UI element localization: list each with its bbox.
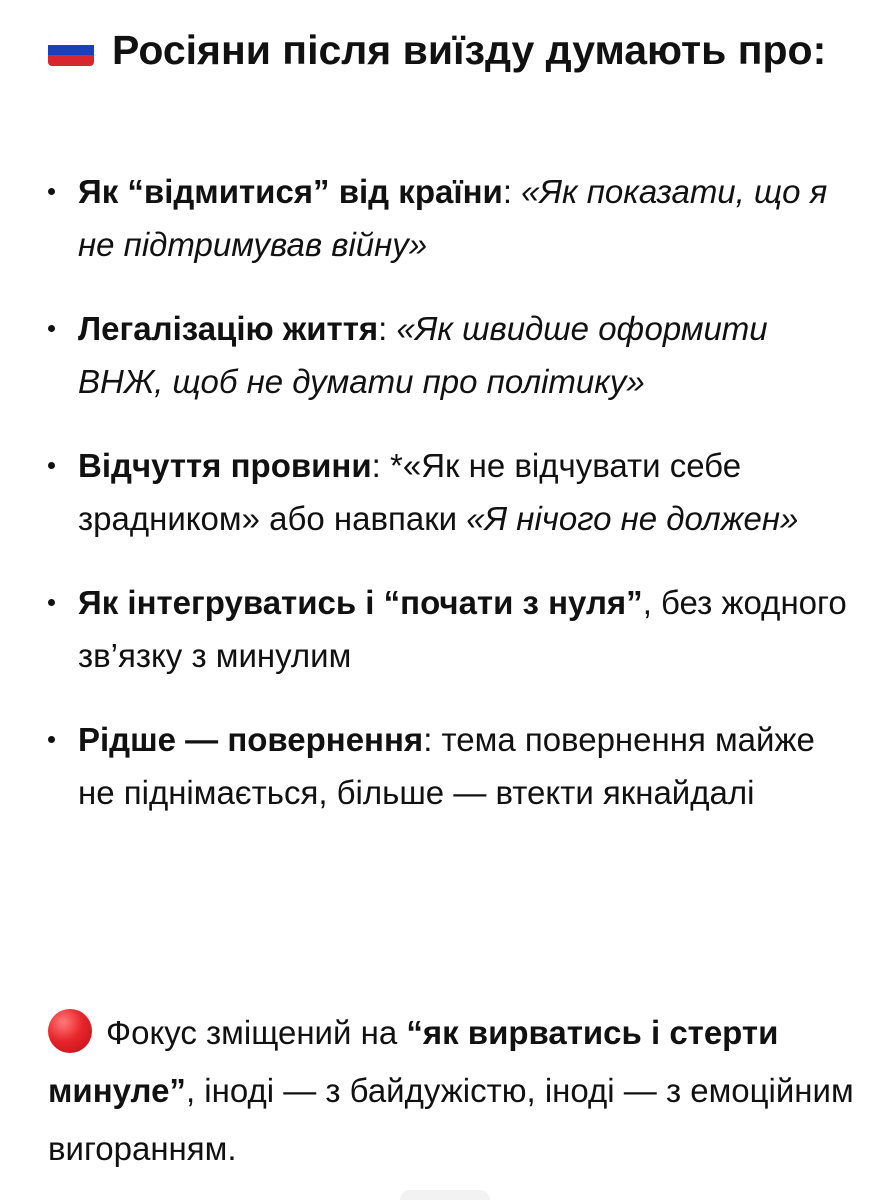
item-title: Легалізацію життя [78,310,379,347]
list-item [0,576,891,682]
bullet-icon [48,736,55,743]
item-text: , без жодного зв’язку з минулим [78,584,847,674]
page-title [48,22,868,78]
summary-text-before: Фокус зміщений на [106,1014,407,1051]
item-separator: : [378,310,397,347]
item-text: *«Як не відчувати себе зрадником» або навпаки [78,447,742,537]
list-item [0,713,891,819]
item-title: Як інтегруватись і “почати з нуля” [78,584,643,621]
bullet-icon [48,599,55,606]
item-title: Відчуття провини [78,447,372,484]
item-title: Рідше — повернення [78,721,424,758]
next-content-edge [400,1190,490,1200]
item-separator: : [371,447,390,484]
item-quote: «Як показати, що я не підтримував війну» [78,173,828,263]
russia-flag-icon [48,34,94,66]
summary-highlight: “як вирватись і стерти минуле” [48,1014,779,1109]
page-title-text: Росіяни після виїзду думають про: [112,27,827,73]
summary-paragraph [48,1004,868,1178]
item-title: Як “відмитися” від країни [78,173,503,210]
summary-text-after: , іноді — з байдужістю, іноді — з емоційним вигоранням. [48,1072,854,1167]
item-separator: : [423,721,442,758]
list-item [0,439,891,545]
item-text: тема повернення майже не піднімається, більше — втекти якнайдалі [78,721,815,811]
bullet-icon [48,325,55,332]
red-circle-icon [48,1009,92,1053]
item-quote: «Як швидше оформити ВНЖ, щоб не думати про політику» [78,310,768,400]
list-item [0,165,891,271]
bullet-icon [48,462,55,469]
item-quote: «Я нічого не должен» [466,500,799,537]
item-separator: : [502,173,522,210]
list-item [0,302,891,408]
bullet-icon [48,188,55,195]
bullet-list [0,165,891,850]
